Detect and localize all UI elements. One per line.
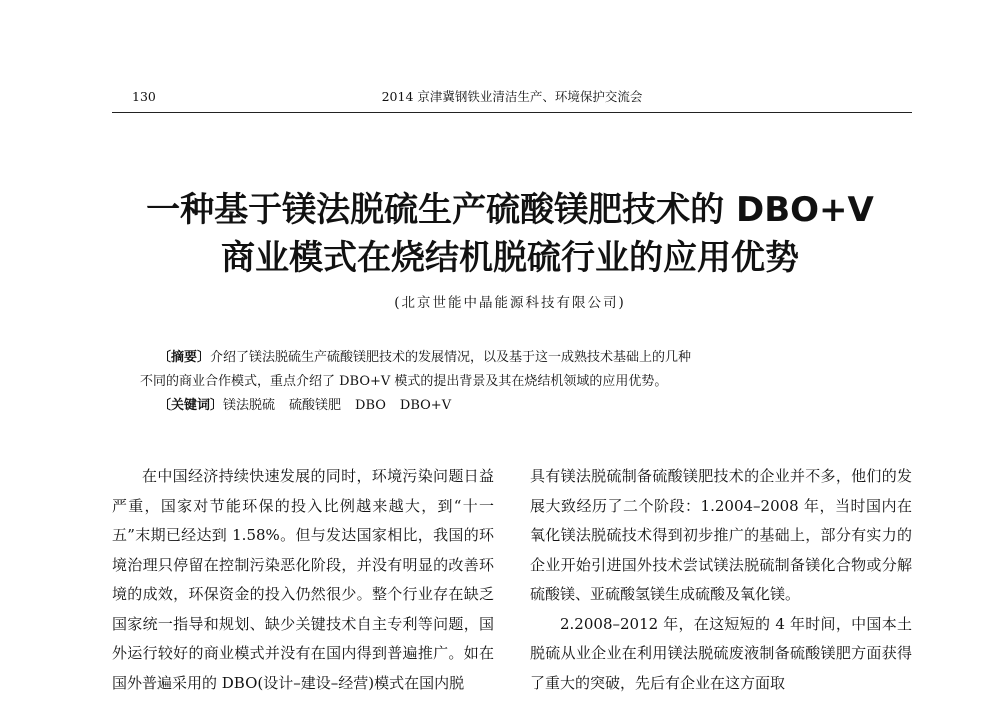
paper-title <box>100 186 920 282</box>
body-column-left <box>112 462 494 698</box>
page-number: 130 <box>132 89 156 104</box>
header-rule <box>112 112 912 113</box>
abstract-label: 〔摘要〕 <box>158 350 211 365</box>
keywords-label: 〔关键词〕 <box>158 398 224 413</box>
title-line-2: 商业模式在烧结机脱硫行业的应用优势 <box>221 238 799 278</box>
body-paragraph: 2.2008–2012 年，在这短短的 4 年时间，中国本土脱硫从业企业在利用镁法脱硫废液制备硫酸镁肥方面获得了重大的突破，先后有企业在这方面取 <box>530 614 912 692</box>
body-paragraph: 具有镁法脱硫制备硫酸镁肥技术的企业并不多，他们的发展大致经历了二个阶段：1.2004–2008 年，当时国内在氧化镁法脱硫技术得到初步推广的基础上，部分有实力的企业开始引进国外技术尝试镁法脱硫制备镁化合物或分解硫酸镁、亚硫酸氢镁生成硫酸及氧化镁。 <box>530 467 912 603</box>
abstract-block <box>140 346 880 418</box>
keyword-item: 镁法脱硫 <box>223 398 276 413</box>
title-line-1: 一种基于镁法脱硫生产硫酸镁肥技术的 DBO+V <box>146 190 874 230</box>
abstract-line-1 <box>140 346 880 370</box>
body-paragraph: 在中国经济持续快速发展的同时，环境污染问题日益严重，国家对节能环保的投入比例越来越大，到“十一五”末期已经达到 1.58%。但与发达国家相比，我国的环境治理只停留在控制污染恶化阶段，并没有明显的改善环境的成效，环保资金的投入仍然很少。整个行业存在缺乏国家统一指导和规划、缺少关键技术自主专利等问题，国外运行较好的商业模式并没有在国内得到普遍推广。如在国外普遍采用的 DBO(设计–建设–经营)模式在国内脱 <box>112 467 494 692</box>
abstract-line-2: 不同的商业合作模式，重点介绍了 DBO+V 模式的提出背景及其在烧结机领域的应用优势。 <box>140 374 668 389</box>
keyword-item: DBO <box>355 398 386 413</box>
running-header <box>112 86 912 108</box>
keyword-item: 硫酸镁肥 <box>289 398 342 413</box>
body-column-right <box>530 462 912 698</box>
journal-name: 2014 京津冀钢铁业清洁生产、环境保护交流会 <box>381 89 643 104</box>
affiliation: (北京世能中晶能源科技有限公司) <box>394 295 626 311</box>
keyword-item: DBO+V <box>399 398 452 413</box>
keywords-row <box>140 394 880 418</box>
abstract-text-1: 介绍了镁法脱硫生产硫酸镁肥技术的发展情况，以及基于这一成熟技术基础上的几种 <box>210 350 692 365</box>
